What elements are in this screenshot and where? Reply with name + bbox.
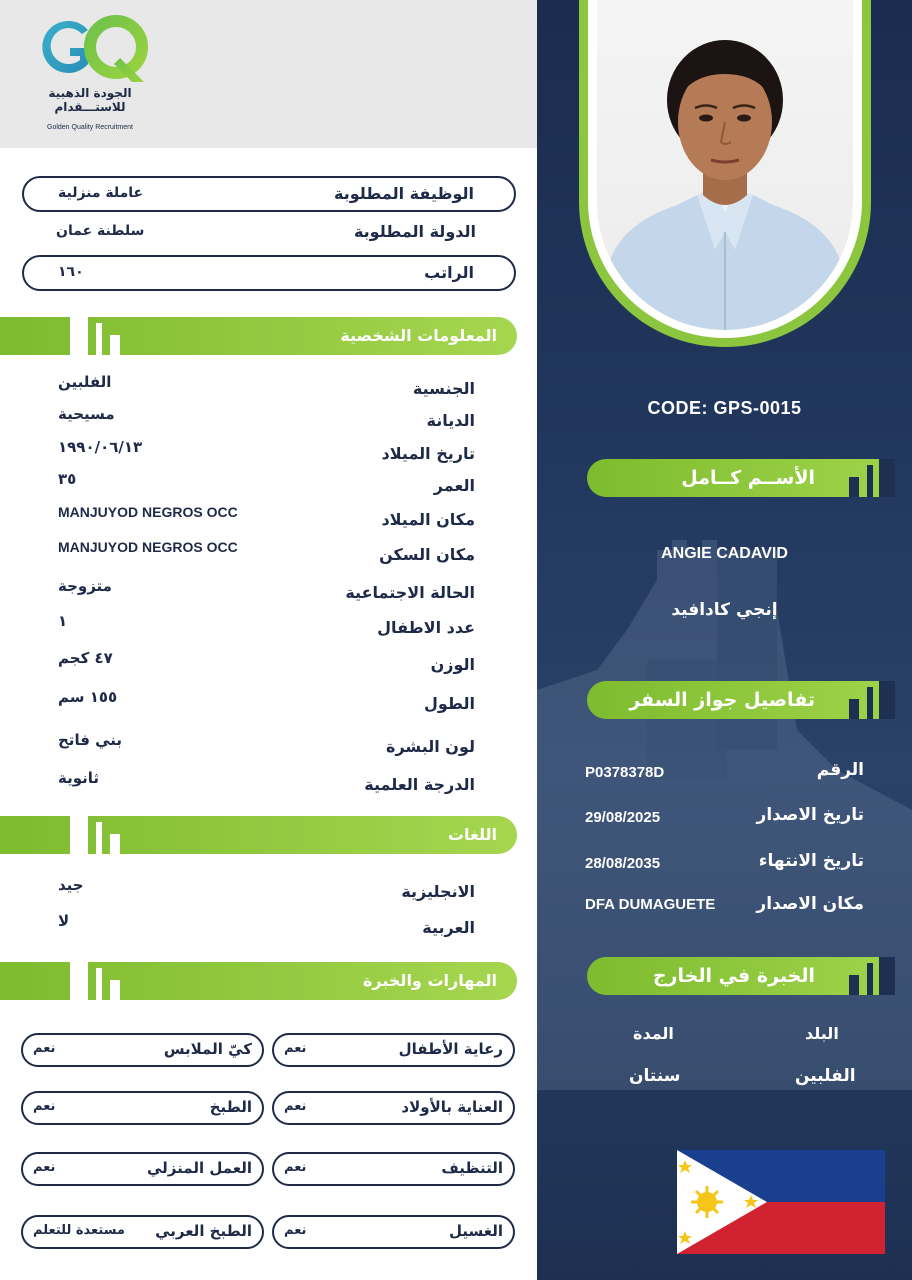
job-value: عاملة منزلية	[58, 185, 144, 201]
passport-row	[537, 894, 912, 918]
code-value: GPS-0015	[713, 398, 802, 418]
info-label: تاريخ الميلاد	[381, 444, 475, 463]
info-value: مسيحية	[58, 405, 115, 423]
experience-title: الخبرة في الخارج	[652, 965, 815, 987]
photo-frame	[579, 0, 871, 347]
logo-english-text: Golden Quality Recruitment	[47, 124, 133, 131]
job-row-position	[22, 176, 516, 212]
passport-label: تاريخ الانتهاء	[758, 851, 864, 871]
skill-pill	[21, 1091, 264, 1125]
info-row	[0, 731, 537, 761]
info-label: الديانة	[426, 411, 475, 430]
info-label: العمر	[433, 476, 475, 495]
info-value: الفلبين	[58, 373, 112, 391]
skill-pill	[21, 1152, 264, 1186]
skill-value: نعم	[284, 1223, 307, 1238]
banner-stripes	[849, 681, 895, 719]
info-label: عدد الاطفال	[377, 618, 475, 637]
info-value: ١٥٥ سم	[58, 688, 118, 706]
experience-duration-value: سنتان	[629, 1066, 681, 1086]
info-label: الدرجة العلمية	[364, 775, 475, 794]
banner-stripes	[849, 459, 895, 497]
passport-value: P0378378D	[585, 764, 665, 781]
skill-pill	[272, 1152, 515, 1186]
banner-stripes	[849, 957, 895, 995]
portrait-photo-icon	[597, 0, 853, 330]
job-row-country	[22, 216, 516, 252]
skill-label: رعاية الأطفال	[398, 1040, 503, 1058]
skills-title: المهارات والخبرة	[362, 971, 497, 990]
skill-label: الطبخ	[209, 1098, 252, 1116]
logo-arabic-text	[30, 86, 150, 114]
logo-area	[0, 0, 537, 148]
skill-pill	[272, 1091, 515, 1125]
skill-pill	[21, 1215, 264, 1249]
job-label: الدولة المطلوبة	[353, 222, 476, 241]
skill-value: مستعدة للتعلم	[33, 1223, 125, 1238]
banner-stripes	[70, 962, 140, 1000]
skill-value: نعم	[284, 1160, 307, 1175]
info-row	[0, 612, 537, 642]
passport-label: الرقم	[816, 760, 864, 780]
logo-arabic-line2: للاستـــقدام	[54, 100, 126, 114]
skill-pill	[272, 1033, 515, 1067]
banner-stripes	[70, 317, 140, 355]
skill-value: نعم	[33, 1041, 56, 1056]
skill-value: نعم	[284, 1099, 307, 1114]
candidate-code	[537, 398, 912, 419]
skills-banner	[0, 962, 517, 1000]
name-english: ANGIE CADAVID	[661, 545, 788, 562]
philippines-flag-icon	[677, 1150, 885, 1254]
skill-value: نعم	[33, 1160, 56, 1175]
passport-row	[537, 760, 912, 784]
skill-pill	[21, 1033, 264, 1067]
language-label: الانجليزية	[401, 882, 475, 901]
full-name-banner	[587, 459, 895, 497]
language-value: لا	[58, 912, 70, 930]
banner-stripes	[70, 816, 140, 854]
photo-inner	[588, 0, 862, 338]
info-value: MANJUYOD NEGROS OCC	[58, 539, 238, 555]
skill-label: الغسيل	[448, 1222, 503, 1240]
skill-value: نعم	[33, 1099, 56, 1114]
skill-label: التنظيف	[441, 1159, 503, 1177]
passport-banner	[587, 681, 895, 719]
personal-info-title: المعلومات الشخصية	[340, 326, 497, 345]
info-value: ثانوية	[58, 769, 100, 787]
job-label: الوظيفة المطلوبة	[334, 184, 474, 203]
job-row-salary	[22, 255, 516, 291]
info-label: الوزن	[430, 655, 475, 674]
passport-value: 29/08/2025	[585, 809, 661, 826]
passport-title: تفاصيل جواز السفر	[629, 689, 815, 711]
language-value: جيد	[58, 876, 84, 894]
job-value: ١٦٠	[58, 264, 84, 280]
personal-info-banner	[0, 317, 517, 355]
info-label: الطول	[424, 694, 475, 713]
name-arabic: إنجي كادافيد	[671, 600, 778, 620]
skill-label: العمل المنزلي	[147, 1159, 252, 1177]
passport-label: تاريخ الاصدار	[756, 805, 864, 825]
passport-label: مكان الاصدار	[756, 894, 864, 914]
info-row	[0, 769, 537, 799]
info-label: الجنسية	[412, 379, 475, 398]
candidate-panel	[537, 0, 912, 1280]
info-row	[0, 405, 537, 435]
info-value: بني فاتح	[58, 731, 123, 749]
skill-label: كيّ الملابس	[163, 1040, 252, 1058]
experience-country-value: الفلبين	[795, 1066, 856, 1086]
passport-row	[537, 805, 912, 829]
experience-country-label: البلد	[805, 1024, 839, 1043]
skill-pill	[272, 1215, 515, 1249]
info-label: مكان السكن	[379, 545, 475, 564]
job-label: الراتب	[424, 263, 474, 282]
logo-arabic-line1: الجودة الذهبية	[48, 86, 132, 100]
languages-banner	[0, 816, 517, 854]
info-row	[0, 539, 537, 569]
info-row	[0, 649, 537, 679]
language-row	[0, 876, 537, 906]
info-row	[0, 438, 537, 468]
language-label: العربية	[422, 918, 475, 937]
gq-logo-icon	[36, 12, 148, 86]
info-row	[0, 688, 537, 718]
info-value: متزوجة	[58, 577, 112, 595]
info-value: ١٩٩٠/٠٦/١٣	[58, 438, 143, 456]
job-value: سلطنة عمان	[56, 223, 145, 239]
info-row	[0, 373, 537, 403]
skill-value: نعم	[284, 1041, 307, 1056]
experience-duration-label: المدة	[633, 1024, 674, 1043]
info-value: ٣٥	[58, 470, 77, 488]
passport-row	[537, 851, 912, 875]
info-value: ٤٧ كجم	[58, 649, 113, 667]
passport-value: 28/08/2035	[585, 855, 661, 872]
info-row	[0, 577, 537, 607]
code-label: CODE:	[647, 398, 708, 418]
languages-title: اللغات	[447, 825, 497, 844]
info-label: الحالة الاجتماعية	[345, 583, 475, 602]
info-row	[0, 470, 537, 500]
info-label: لون البشرة	[386, 737, 475, 756]
info-row	[0, 504, 537, 534]
passport-value: DFA DUMAGUETE	[585, 896, 716, 913]
info-value: MANJUYOD NEGROS OCC	[58, 504, 238, 520]
full-name-title: الأســم كــامل	[681, 467, 815, 489]
skill-label: الطبخ العربي	[155, 1222, 252, 1240]
experience-banner	[587, 957, 895, 995]
language-row	[0, 912, 537, 942]
info-label: مكان الميلاد	[381, 510, 475, 529]
skill-label: العناية بالأولاد	[401, 1098, 503, 1116]
info-value: ١	[58, 612, 68, 630]
